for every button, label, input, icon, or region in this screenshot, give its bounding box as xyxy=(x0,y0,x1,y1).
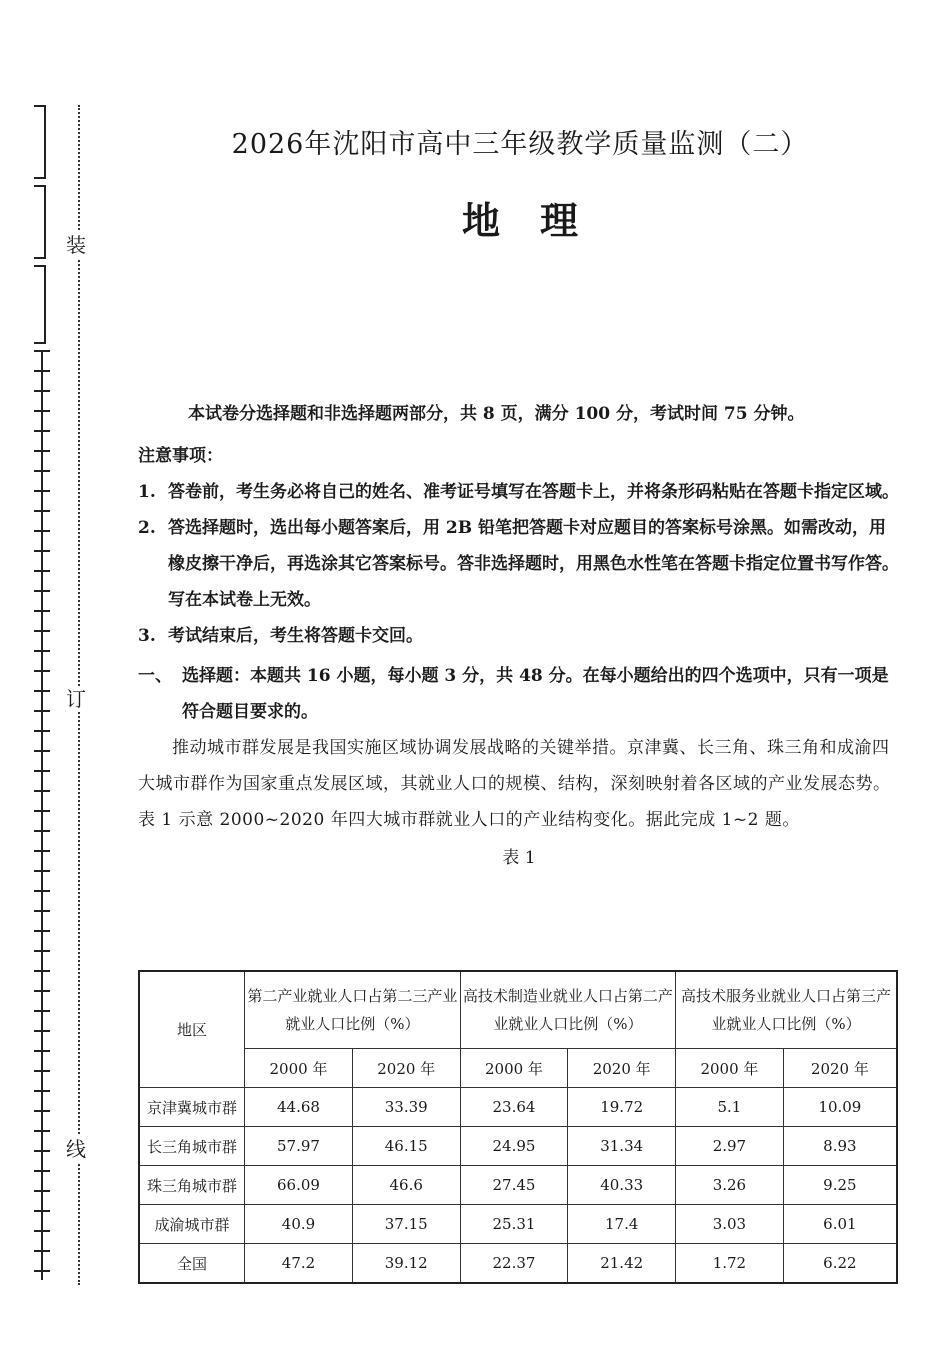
table-cell: 57.97 xyxy=(245,1127,353,1166)
section-text: 选择题：本题共 16 小题，每小题 3 分，共 48 分。在每小题给出的四个选项中，只有一项是符合题目要求的。 xyxy=(182,666,889,722)
table-header-year: 2000 年 xyxy=(460,1049,568,1088)
table-cell: 10.09 xyxy=(783,1088,897,1127)
notice-item-number: 1. xyxy=(138,482,156,502)
table-header-year: 2020 年 xyxy=(568,1049,676,1088)
table-row xyxy=(139,1244,897,1284)
table-cell: 5.1 xyxy=(676,1088,784,1127)
table-cell: 40.33 xyxy=(568,1166,676,1205)
subject-title: 地理 xyxy=(461,198,618,243)
table-cell-region: 京津冀城市群 xyxy=(139,1088,245,1127)
exam-content xyxy=(138,396,900,876)
exam-intro: 本试卷分选择题和非选择题两部分，共 8 页，满分 100 分，考试时间 75 分钟。 xyxy=(188,404,805,424)
notice-item-number: 3. xyxy=(138,626,156,646)
table-cell: 2.97 xyxy=(676,1127,784,1166)
table-cell-region: 珠三角城市群 xyxy=(139,1166,245,1205)
exam-title: 2026年沈阳市高中三年级教学质量监测（二） xyxy=(231,129,809,160)
binding-bracket xyxy=(34,185,46,259)
table-row xyxy=(139,1127,897,1166)
table-cell: 25.31 xyxy=(460,1205,568,1244)
table-cell: 22.37 xyxy=(460,1244,568,1284)
table-header-group: 高技术制造业就业人口占第二产业就业人口比例（%） xyxy=(460,971,675,1049)
table-header-year: 2020 年 xyxy=(783,1049,897,1088)
table-cell: 19.72 xyxy=(568,1088,676,1127)
binding-bracket xyxy=(34,105,46,179)
table-cell: 47.2 xyxy=(245,1244,353,1284)
notice-item-text: 答选择题时，选出每小题答案后，用 2B 铅笔把答题卡对应题目的答案标号涂黑。如需改动，用橡皮擦干净后，再选涂其它答案标号。答非选择题时，用黑色水性笔在答题卡指定位置书写作答。写在本试卷上无效。 xyxy=(168,518,899,610)
binding-char-xian: 线 xyxy=(66,1137,86,1161)
table-cell: 24.95 xyxy=(460,1127,568,1166)
table-cell: 27.45 xyxy=(460,1166,568,1205)
table-cell: 8.93 xyxy=(783,1127,897,1166)
table-cell: 6.01 xyxy=(783,1205,897,1244)
section-number: 一、 xyxy=(138,666,172,686)
table-header-year: 2000 年 xyxy=(245,1049,353,1088)
table-cell: 9.25 xyxy=(783,1166,897,1205)
table-header-year: 2020 年 xyxy=(352,1049,460,1088)
table-cell: 23.64 xyxy=(460,1088,568,1127)
table-row xyxy=(139,1166,897,1205)
table-cell: 46.15 xyxy=(352,1127,460,1166)
table-cell: 39.12 xyxy=(352,1244,460,1284)
table-cell: 40.9 xyxy=(245,1205,353,1244)
table-cell: 6.22 xyxy=(783,1244,897,1284)
notice-item-text: 考试结束后，考生将答题卡交回。 xyxy=(168,626,423,646)
table-header-region: 地区 xyxy=(139,971,245,1088)
notice-item xyxy=(138,474,900,510)
table-cell: 31.34 xyxy=(568,1127,676,1166)
question-passage: 推动城市群发展是我国实施区域协调发展战略的关键举措。京津冀、长三角、珠三角和成渝四大城市群作为国家重点发展区域，其就业人口的规模、结构，深刻映射着各区域的产业发展态势。表 1 示意 2000~2020 年四大城市群就业人口的产业结构变化。据此完成 1~2 题。 xyxy=(138,738,891,830)
binding-char-zhuang: 装 xyxy=(66,233,86,257)
table-cell: 17.4 xyxy=(568,1205,676,1244)
table-cell: 46.6 xyxy=(352,1166,460,1205)
notice-item-text: 答卷前，考生务必将自己的姓名、准考证号填写在答题卡上，并将条形码粘贴在答题卡指定区域。 xyxy=(168,482,899,502)
table-header-group: 高技术服务业就业人口占第三产业就业人口比例（%） xyxy=(676,971,897,1049)
binding-zigzag-line xyxy=(34,350,50,1280)
notice-item-number: 2. xyxy=(138,518,156,538)
table-cell: 3.03 xyxy=(676,1205,784,1244)
table-cell: 1.72 xyxy=(676,1244,784,1284)
table-row xyxy=(139,1205,897,1244)
table-cell: 37.15 xyxy=(352,1205,460,1244)
table-cell: 3.26 xyxy=(676,1166,784,1205)
binding-margin xyxy=(0,0,100,1345)
table-row xyxy=(139,1088,897,1127)
binding-char-ding: 订 xyxy=(66,687,86,711)
table-cell-region: 全国 xyxy=(139,1244,245,1284)
binding-bracket xyxy=(34,265,46,344)
notice-title: 注意事项： xyxy=(138,446,223,466)
table-caption: 表 1 xyxy=(502,848,536,868)
table-cell: 21.42 xyxy=(568,1244,676,1284)
table-cell: 66.09 xyxy=(245,1166,353,1205)
table-cell: 44.68 xyxy=(245,1088,353,1127)
table-cell-region: 长三角城市群 xyxy=(139,1127,245,1166)
notice-item xyxy=(138,618,900,654)
table-header-group: 第二产业就业人口占第二三产业就业人口比例（%） xyxy=(245,971,460,1049)
table-cell: 33.39 xyxy=(352,1088,460,1127)
table-cell-region: 成渝城市群 xyxy=(139,1205,245,1244)
section-heading xyxy=(138,658,900,730)
notice-item xyxy=(138,510,900,618)
data-table xyxy=(138,970,898,1284)
table-header-year: 2000 年 xyxy=(676,1049,784,1088)
